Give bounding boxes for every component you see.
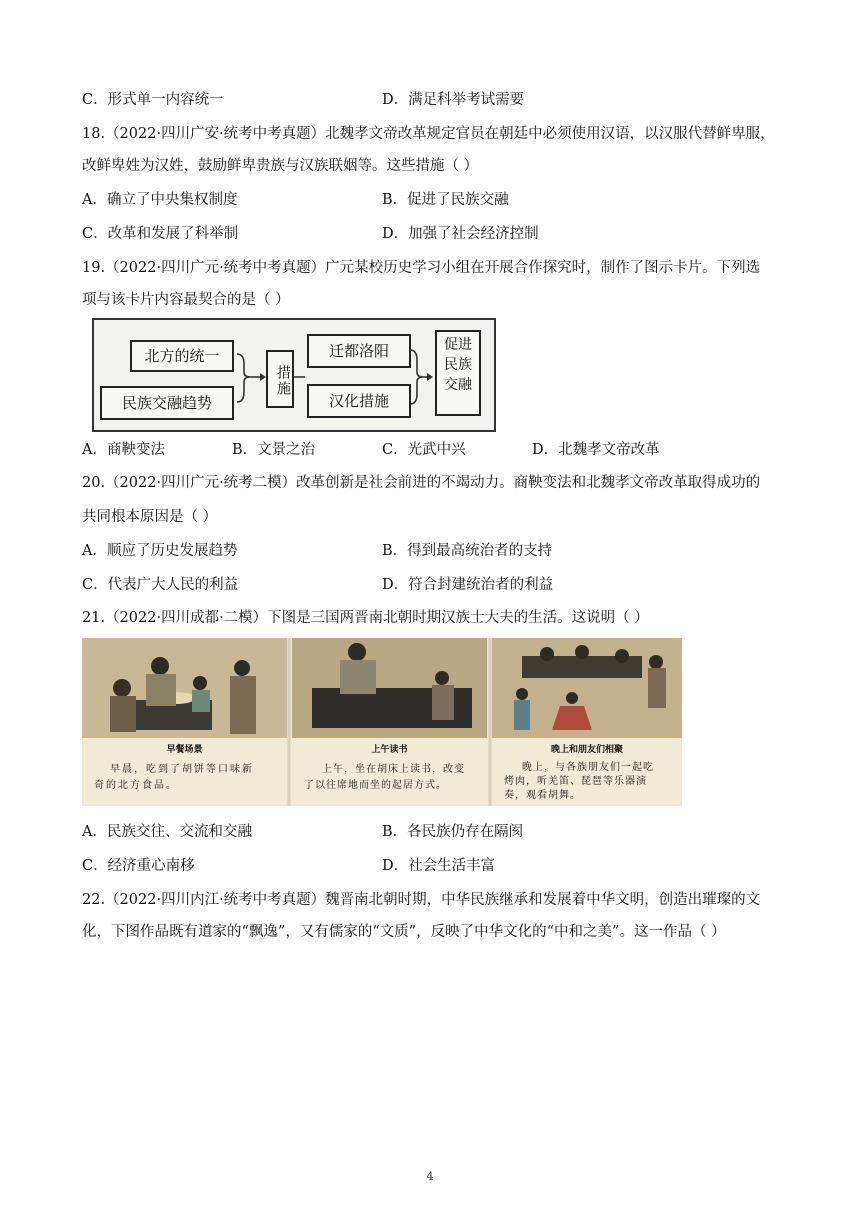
q21-option-a: A．民族交往、交流和交融 xyxy=(82,824,252,840)
card-box-measures: 措施 xyxy=(266,350,294,408)
q22-stem-line1: 22.（2022·四川内江·统考中考真题）魏晋南北朝时期，中华民族继承和发展着中华文明，创造出璀璨的文 xyxy=(82,892,761,908)
q19-card-figure xyxy=(92,318,496,432)
q19-option-c: C．光武中兴 xyxy=(382,442,466,458)
panel2-title: 上午读书 xyxy=(371,745,408,755)
panel3-title: 晚上和朋友们相聚 xyxy=(550,745,623,755)
q21-stem: 21.（2022·四川成都·二模）下图是三国两晋南北朝时期汉族士大夫的生活。这说明（ ） xyxy=(82,610,649,626)
q20-option-c: C．代表广大人民的利益 xyxy=(82,577,239,593)
q20-option-d: D．符合封建统治者的利益 xyxy=(382,577,554,593)
q18-option-b: B．促进了民族交融 xyxy=(382,192,509,208)
q19-option-b: B．文景之治 xyxy=(232,442,316,458)
panel3-text-line1: 晚上，与各族朋友们一起吃 xyxy=(522,762,654,773)
q19-option-a: A．商鞅变法 xyxy=(82,442,165,458)
q20-stem-line2: 共同根本原因是（ ） xyxy=(82,509,218,525)
page-number: 4 xyxy=(426,1170,434,1183)
q22-stem-line2: 化，下图作品既有道家的“飘逸”，又有儒家的“文质”，反映了中华文化的“中和之美”。这一作品（ ） xyxy=(82,924,726,940)
q20-option-b: B．得到最高统治者的支持 xyxy=(382,543,553,559)
card-box-north-unification: 北方的统一 xyxy=(130,340,234,372)
q18-option-d: D．加强了社会经济控制 xyxy=(382,226,539,242)
q19-stem-line2: 项与该卡片内容最契合的是（ ） xyxy=(82,292,290,308)
q18-option-c: C．改革和发展了科举制 xyxy=(82,226,239,242)
q17-option-d: D．满足科举考试需要 xyxy=(382,92,525,108)
q17-option-c: C．形式单一内容统一 xyxy=(82,92,224,108)
q18-stem-line1: 18.（2022·四川广安·统考中考真题）北魏孝文帝改革规定官员在朝廷中必须使用汉语，以汉服代替鲜卑服， xyxy=(82,126,775,142)
q18-stem-line2: 改鲜卑姓为汉姓，鼓励鲜卑贵族与汉族联姻等。这些措施（ ） xyxy=(82,158,479,174)
panel1-text-line1: 早晨，吃到了胡饼等口味新 xyxy=(110,764,254,775)
panel3-text-line3: 奏，观看胡舞。 xyxy=(504,790,581,801)
q21-illustration xyxy=(82,638,682,806)
card-box-ethnic-trend: 民族交融趋势 xyxy=(100,386,234,420)
q19-stem-line1: 19.（2022·四川广元·统考中考真题）广元某校历史学习小组在开展合作探究时，制作了图示卡片。下列选 xyxy=(82,260,761,276)
panel3-text-line2: 烤肉，听羌笛、琵琶等乐器演 xyxy=(504,776,647,787)
q21-option-b: B．各民族仍存在隔阂 xyxy=(382,824,524,840)
card-box-promote-integration: 促进民族交融 xyxy=(435,330,481,416)
q20-option-a: A．顺应了历史发展趋势 xyxy=(82,543,238,559)
q18-option-a: A．确立了中央集权制度 xyxy=(82,192,238,208)
panel2-text-line2: 了以往席地而坐的起居方式。 xyxy=(304,780,447,791)
q20-stem-line1: 20.（2022·四川广元·统考二模）改革创新是社会前进的不竭动力。商鞅变法和北魏孝文帝改革取得成功的 xyxy=(82,475,761,491)
panel1-title: 早餐场景 xyxy=(166,745,203,755)
q21-option-c: C．经济重心南移 xyxy=(82,858,195,874)
card-box-move-capital: 迁都洛阳 xyxy=(307,334,411,368)
panel2-text-line1: 上午，坐在胡床上读书，改变 xyxy=(322,764,465,775)
q21-option-d: D．社会生活丰富 xyxy=(382,858,496,874)
card-box-sinicization: 汉化措施 xyxy=(307,384,411,418)
q19-option-d: D．北魏孝文帝改革 xyxy=(532,442,660,458)
panel1-text-line2: 奇的北方食品。 xyxy=(94,780,178,791)
